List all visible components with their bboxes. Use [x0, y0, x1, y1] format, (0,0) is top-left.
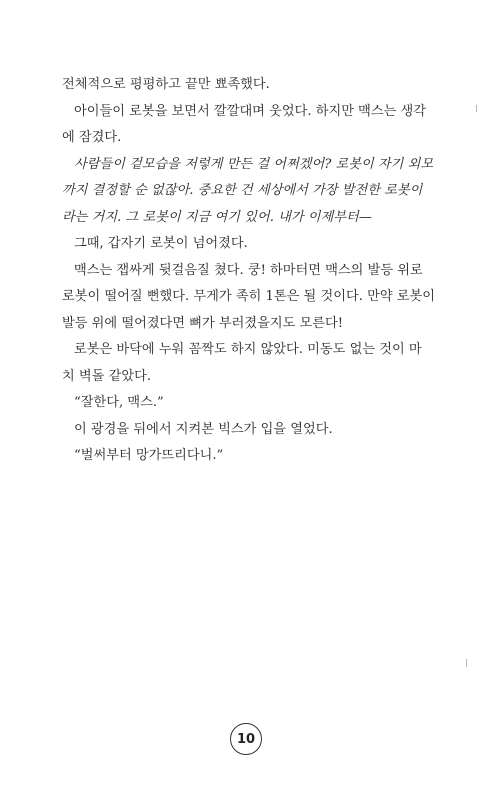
text-line: 로봇은 바닥에 누워 꼼짝도 하지 않았다. 미동도 없는 것이 마: [74, 342, 422, 357]
body-text: [62, 72, 460, 470]
page-number: 10: [230, 723, 262, 755]
text-line: 그때, 갑자기 로봇이 넘어졌다.: [74, 236, 248, 251]
text-line: 로봇이 떨어질 뻔했다. 무게가 족히 1톤은 될 것이다. 만약 로봇이: [62, 289, 435, 304]
text-line: 전체적으로 평평하고 끝만 뾰족했다.: [62, 77, 270, 92]
scan-speck: [476, 105, 477, 112]
inner-thought-line: 까지 결정할 순 없잖아. 중요한 건 세상에서 가장 발전한 로봇이: [62, 183, 423, 198]
text-line: 발등 위에 떨어졌다면 뼈가 부러졌을지도 모른다!: [62, 315, 344, 331]
text-line: 치 벽돌 같았다.: [62, 368, 152, 384]
text-line: 아이들이 로봇을 보면서 깔깔대며 웃었다. 하지만 맥스는 생각: [74, 103, 427, 119]
text-line: 이 광경을 뒤에서 지켜본 빅스가 입을 열었다.: [74, 421, 333, 437]
text-line: 맥스는 잽싸게 뒷걸음질 쳤다. 쿵! 하마터면 맥스의 발등 위로: [74, 262, 423, 278]
inner-thought-line: 사람들이 겉모습을 저렇게 만든 걸 어쩌겠어? 로봇이 자기 외모: [74, 156, 434, 172]
scan-speck: [466, 659, 467, 667]
dialogue-line: “벌써부터 망가뜨리다니.”: [74, 448, 224, 463]
text-line: 에 잠겼다.: [62, 130, 122, 145]
dialogue-line: “잘한다, 맥스.”: [74, 395, 164, 410]
inner-thought-line: 라는 거지. 그 로봇이 지금 여기 있어. 내가 이제부터—: [62, 209, 372, 225]
